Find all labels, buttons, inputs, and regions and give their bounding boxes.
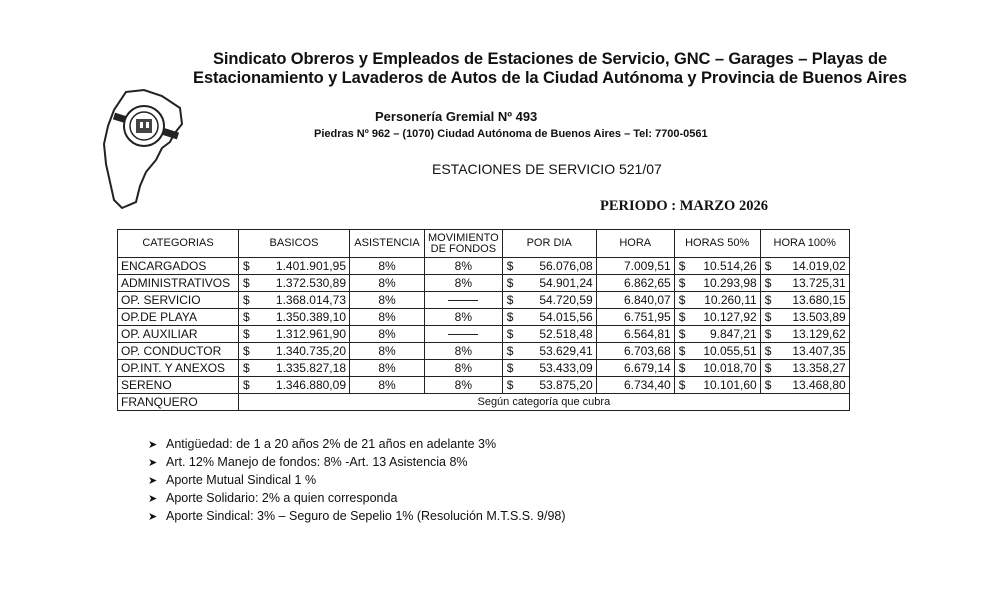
cell-asistencia: 8% bbox=[350, 377, 425, 394]
cell-por-dia bbox=[502, 292, 596, 309]
cell-por-dia-value: 54.720,59 bbox=[539, 293, 593, 307]
cell-horas-50 bbox=[674, 360, 760, 377]
cell-basico-value: 1.346.880,09 bbox=[275, 378, 346, 392]
dash-mark bbox=[448, 300, 478, 301]
cell-horas-50 bbox=[674, 275, 760, 292]
cell-movimiento bbox=[425, 326, 503, 343]
notes-list bbox=[148, 435, 566, 525]
currency-sign: $ bbox=[678, 276, 686, 290]
cell-basico-value: 1.312.961,90 bbox=[275, 327, 346, 341]
cell-hora-100 bbox=[760, 343, 849, 360]
header-line-1: Sindicato Obreros y Empleados de Estaciones de Servicio, GNC – Garages – Playas de bbox=[212, 50, 888, 68]
table-row bbox=[118, 275, 850, 292]
currency-sign: $ bbox=[764, 293, 772, 307]
currency-sign: $ bbox=[506, 327, 514, 341]
table-row bbox=[118, 292, 850, 309]
cell-hora: 6.679,14 bbox=[596, 360, 674, 377]
header-hora: HORA bbox=[596, 230, 674, 258]
arrow-bullet-icon: ➤ bbox=[148, 511, 158, 523]
cell-horas-50 bbox=[674, 343, 760, 360]
note-text: Aporte Mutual Sindical 1 % bbox=[166, 473, 317, 487]
cell-por-dia-value: 52.518,48 bbox=[539, 327, 593, 341]
document-title: ESTACIONES DE SERVICIO 521/07 bbox=[432, 161, 662, 177]
note-text: Art. 12% Manejo de fondos: 8% -Art. 13 Asistencia 8% bbox=[166, 455, 468, 469]
cell-asistencia: 8% bbox=[350, 292, 425, 309]
currency-sign: $ bbox=[243, 344, 250, 358]
table-row-franquero bbox=[118, 394, 850, 411]
cell-asistencia: 8% bbox=[350, 258, 425, 275]
currency-sign: $ bbox=[764, 361, 772, 375]
currency-sign: $ bbox=[243, 310, 250, 324]
arrow-bullet-icon: ➤ bbox=[148, 475, 158, 487]
cell-basico-value: 1.340.735,20 bbox=[275, 344, 346, 358]
cell-categoria: OP.INT. Y ANEXOS bbox=[118, 360, 239, 377]
cell-basico-value: 1.350.389,10 bbox=[275, 310, 346, 324]
cell-por-dia bbox=[502, 309, 596, 326]
cell-por-dia-value: 53.433,09 bbox=[539, 361, 593, 375]
cell-basico bbox=[239, 360, 350, 377]
list-item bbox=[148, 471, 566, 489]
table-header-row bbox=[118, 230, 850, 258]
cell-categoria: OP. AUXILIAR bbox=[118, 326, 239, 343]
cell-por-dia-value: 54.901,24 bbox=[539, 276, 593, 290]
periodo-label: PERIODO : MARZO 2026 bbox=[600, 198, 768, 214]
cell-horas-50-value: 10.514,26 bbox=[703, 259, 757, 273]
cell-horas-50 bbox=[674, 309, 760, 326]
cell-hora: 6.734,40 bbox=[596, 377, 674, 394]
cell-hora-100 bbox=[760, 309, 849, 326]
note-text: Aporte Solidario: 2% a quien corresponda bbox=[166, 491, 398, 505]
cell-hora-100-value: 13.725,31 bbox=[792, 276, 846, 290]
cell-basico bbox=[239, 258, 350, 275]
cell-por-dia bbox=[502, 275, 596, 292]
cell-hora: 7.009,51 bbox=[596, 258, 674, 275]
cell-por-dia bbox=[502, 377, 596, 394]
table-row bbox=[118, 377, 850, 394]
cell-categoria: SERENO bbox=[118, 377, 239, 394]
currency-sign: $ bbox=[243, 293, 250, 307]
currency-sign: $ bbox=[764, 259, 772, 273]
arrow-bullet-icon: ➤ bbox=[148, 439, 158, 451]
header-movimiento bbox=[425, 230, 503, 258]
cell-categoria: FRANQUERO bbox=[118, 394, 239, 411]
cell-movimiento: 8% bbox=[425, 377, 503, 394]
cell-basico bbox=[239, 309, 350, 326]
cell-basico-value: 1.372.530,89 bbox=[275, 276, 346, 290]
note-text: Aporte Sindical: 3% – Seguro de Sepelio 1% (Resolución M.T.S.S. 9/98) bbox=[166, 509, 566, 523]
cell-movimiento: 8% bbox=[425, 258, 503, 275]
currency-sign: $ bbox=[678, 327, 686, 341]
cell-hora: 6.703,68 bbox=[596, 343, 674, 360]
cell-por-dia bbox=[502, 326, 596, 343]
cell-movimiento: 8% bbox=[425, 275, 503, 292]
currency-sign: $ bbox=[506, 344, 514, 358]
header-basicos: BASICOS bbox=[239, 230, 350, 258]
arrow-bullet-icon: ➤ bbox=[148, 493, 158, 505]
dash-mark bbox=[448, 334, 478, 335]
cell-por-dia-value: 53.875,20 bbox=[539, 378, 593, 392]
cell-basico bbox=[239, 377, 350, 394]
currency-sign: $ bbox=[506, 378, 514, 392]
currency-sign: $ bbox=[678, 344, 686, 358]
currency-sign: $ bbox=[764, 344, 772, 358]
header-asistencia: ASISTENCIA bbox=[350, 230, 425, 258]
cell-basico bbox=[239, 275, 350, 292]
header-por-dia: POR DIA bbox=[502, 230, 596, 258]
cell-por-dia-value: 54.015,56 bbox=[539, 310, 593, 324]
currency-sign: $ bbox=[678, 293, 686, 307]
arrow-bullet-icon: ➤ bbox=[148, 457, 158, 469]
cell-horas-50-value: 10.293,98 bbox=[703, 276, 757, 290]
cell-categoria: OP.DE PLAYA bbox=[118, 309, 239, 326]
header-movimiento-line1: MOVIMIENTO bbox=[428, 231, 499, 244]
cell-hora-100-value: 13.680,15 bbox=[792, 293, 846, 307]
cell-hora: 6.840,07 bbox=[596, 292, 674, 309]
cell-hora: 6.564,81 bbox=[596, 326, 674, 343]
currency-sign: $ bbox=[764, 378, 772, 392]
cell-horas-50-value: 10.018,70 bbox=[703, 361, 757, 375]
cell-basico-value: 1.368.014,73 bbox=[275, 293, 346, 307]
personeria-gremial: Personería Gremial Nº 493 bbox=[375, 109, 538, 124]
cell-movimiento bbox=[425, 292, 503, 309]
cell-por-dia-value: 56.076,08 bbox=[539, 259, 593, 273]
cell-horas-50-value: 10.101,60 bbox=[703, 378, 757, 392]
currency-sign: $ bbox=[243, 361, 250, 375]
cell-hora-100 bbox=[760, 258, 849, 275]
list-item bbox=[148, 453, 566, 471]
cell-horas-50-value: 9.847,21 bbox=[709, 327, 757, 341]
cell-asistencia: 8% bbox=[350, 360, 425, 377]
cell-hora: 6.751,95 bbox=[596, 309, 674, 326]
cell-franquero-note: Según categoría que cubra bbox=[239, 394, 850, 411]
header-categorias: CATEGORIAS bbox=[118, 230, 239, 258]
currency-sign: $ bbox=[678, 361, 686, 375]
cell-categoria: ADMINISTRATIVOS bbox=[118, 275, 239, 292]
list-item bbox=[148, 435, 566, 453]
currency-sign: $ bbox=[506, 259, 514, 273]
cell-movimiento: 8% bbox=[425, 343, 503, 360]
cell-asistencia: 8% bbox=[350, 275, 425, 292]
currency-sign: $ bbox=[243, 259, 250, 273]
cell-categoria: OP. SERVICIO bbox=[118, 292, 239, 309]
cell-basico bbox=[239, 292, 350, 309]
cell-basico-value: 1.401.901,95 bbox=[275, 259, 346, 273]
currency-sign: $ bbox=[678, 310, 686, 324]
currency-sign: $ bbox=[764, 310, 772, 324]
table-row bbox=[118, 360, 850, 377]
cell-horas-50 bbox=[674, 326, 760, 343]
currency-sign: $ bbox=[506, 276, 514, 290]
cell-hora-100 bbox=[760, 292, 849, 309]
currency-sign: $ bbox=[678, 259, 686, 273]
cell-horas-50-value: 10.127,92 bbox=[703, 310, 757, 324]
cell-asistencia: 8% bbox=[350, 326, 425, 343]
union-map-logo-icon bbox=[100, 86, 190, 211]
header-horas-50: HORAS 50% bbox=[674, 230, 760, 258]
cell-hora-100 bbox=[760, 377, 849, 394]
header-hora-100: HORA 100% bbox=[760, 230, 849, 258]
cell-hora-100 bbox=[760, 275, 849, 292]
cell-horas-50-value: 10.260,11 bbox=[704, 293, 757, 307]
currency-sign: $ bbox=[506, 310, 514, 324]
cell-asistencia: 8% bbox=[350, 309, 425, 326]
currency-sign: $ bbox=[764, 276, 772, 290]
wage-table bbox=[117, 229, 850, 411]
cell-hora-100-value: 13.503,89 bbox=[792, 310, 846, 324]
cell-horas-50-value: 10.055,51 bbox=[703, 344, 757, 358]
table-row bbox=[118, 309, 850, 326]
cell-categoria: OP. CONDUCTOR bbox=[118, 343, 239, 360]
cell-horas-50 bbox=[674, 292, 760, 309]
cell-categoria: ENCARGADOS bbox=[118, 258, 239, 275]
cell-hora-100-value: 14.019,02 bbox=[792, 259, 846, 273]
cell-por-dia bbox=[502, 343, 596, 360]
cell-hora: 6.862,65 bbox=[596, 275, 674, 292]
cell-hora-100-value: 13.129,62 bbox=[792, 327, 846, 341]
cell-por-dia bbox=[502, 360, 596, 377]
cell-hora-100 bbox=[760, 360, 849, 377]
table-row bbox=[118, 258, 850, 275]
cell-hora-100 bbox=[760, 326, 849, 343]
cell-basico bbox=[239, 326, 350, 343]
cell-hora-100-value: 13.407,35 bbox=[792, 344, 846, 358]
currency-sign: $ bbox=[506, 293, 514, 307]
currency-sign: $ bbox=[678, 378, 686, 392]
cell-horas-50 bbox=[674, 258, 760, 275]
cell-asistencia: 8% bbox=[350, 343, 425, 360]
currency-sign: $ bbox=[243, 276, 250, 290]
list-item bbox=[148, 489, 566, 507]
cell-basico bbox=[239, 343, 350, 360]
cell-movimiento: 8% bbox=[425, 309, 503, 326]
table-row bbox=[118, 343, 850, 360]
cell-horas-50 bbox=[674, 377, 760, 394]
cell-hora-100-value: 13.468,80 bbox=[792, 378, 846, 392]
cell-por-dia-value: 53.629,41 bbox=[539, 344, 593, 358]
cell-basico-value: 1.335.827,18 bbox=[275, 361, 346, 375]
header-line-2: Estacionamiento y Lavaderos de Autos de la Ciudad Autónoma y Provincia de Buenos Aires bbox=[193, 69, 907, 87]
cell-por-dia bbox=[502, 258, 596, 275]
currency-sign: $ bbox=[243, 378, 250, 392]
header-movimiento-line2: DE FONDOS bbox=[430, 242, 497, 255]
note-text: Antigüedad: de 1 a 20 años 2% de 21 años en adelante 3% bbox=[166, 437, 497, 451]
currency-sign: $ bbox=[764, 327, 772, 341]
currency-sign: $ bbox=[243, 327, 250, 341]
union-address: Piedras Nº 962 – (1070) Ciudad Autónoma de Buenos Aires – Tel: 7700-0561 bbox=[314, 128, 708, 140]
currency-sign: $ bbox=[506, 361, 514, 375]
cell-hora-100-value: 13.358,27 bbox=[792, 361, 846, 375]
list-item bbox=[148, 507, 566, 525]
cell-movimiento: 8% bbox=[425, 360, 503, 377]
table-row bbox=[118, 326, 850, 343]
